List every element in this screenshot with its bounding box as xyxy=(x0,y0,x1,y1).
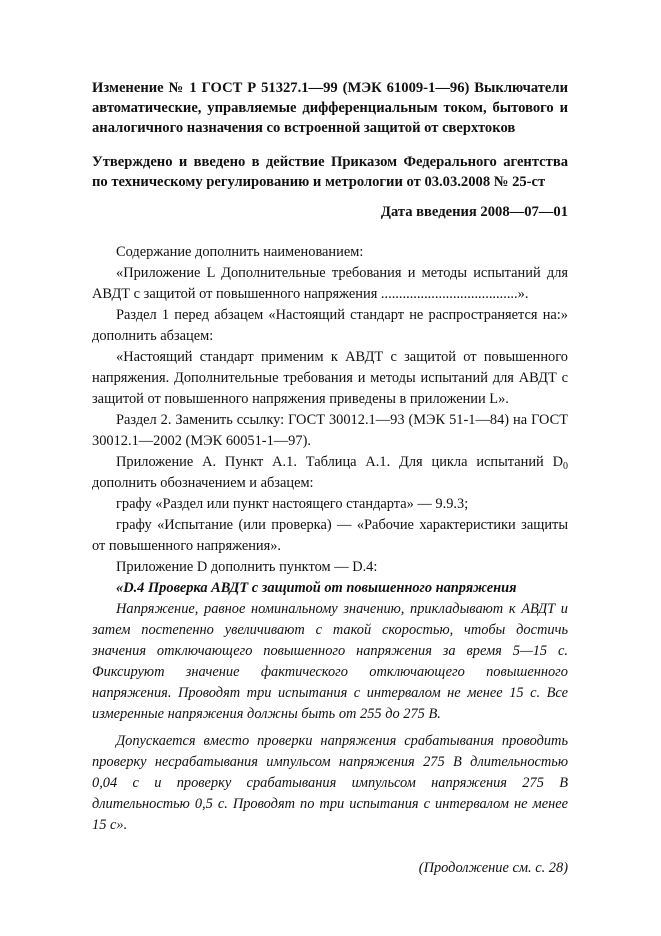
paragraph-annex-a xyxy=(92,452,568,494)
amendment-body xyxy=(92,242,568,879)
paragraph-contents: Содержание дополнить наименованием: xyxy=(116,244,364,260)
d4-paragraph-procedure: Напряжение, равное номинальному значению, прикладывают к АВДТ и затем постепенно увеличивают с такой скоростью, чтобы достичь значения отключающего повышенного напряжения за время 5—15 с. Фиксируют значение фактического отключающего повышенного напряжения. Проводят три испытания с интервалом не менее 15 с. Все измеренные напряжения должны быть от 255 до 275 В. xyxy=(92,601,568,722)
paragraph-section-2: Раздел 2. Заменить ссылку: ГОСТ 30012.1—93 (МЭК 51-1—84) на ГОСТ 30012.1—2002 (МЭК 60051-1—97). xyxy=(92,412,568,449)
approval-statement: Утверждено и введено в действие Приказом Федерального агентства по техническому регулированию и метрологии от 03.03.2008 № 25-ст xyxy=(92,154,568,190)
d4-paragraph-alternative: Допускается вместо проверки напряжения срабатывания проводить проверку несрабатывания импульсом напряжения 275 В длительностью 0,04 с и проверку срабатывания импульсом напряжения 275 В длительностью 0,5 с. Проводят по три испытания с интервалом не менее 15 с». xyxy=(92,733,568,833)
annex-a-text-start: Приложение А. Пункт А.1. Таблица А.1. Для цикла испытаний D xyxy=(116,454,563,470)
annex-a-subscript: 0 xyxy=(563,461,568,472)
paragraph-column-test: графу «Испытание (или проверка) — «Рабочие характеристики защиты от повышенного напряжения». xyxy=(92,517,568,554)
annex-a-text-end: дополнить обозначением и абзацем: xyxy=(92,475,314,491)
paragraph-annex-l-title: «Приложение L Дополнительные требования и методы испытаний для АВДТ с защитой от повышенного напряжения ......................................». xyxy=(92,265,568,302)
d4-title: «D.4 Проверка АВДТ с защитой от повышенного напряжения xyxy=(116,580,517,596)
effective-date: Дата введения 2008—07—01 xyxy=(380,204,568,220)
amendment-heading: Изменение № 1 ГОСТ Р 51327.1—99 (МЭК 61009-1—96) Выключатели автоматические, управляемые дифференциальным током, бытового и аналогичного назначения со встроенной защитой от сверхтоков xyxy=(92,80,568,136)
paragraph-section-1: Раздел 1 перед абзацем «Настоящий стандарт не распространяется на:» дополнить абзацем: xyxy=(92,307,568,344)
paragraph-column-section: графу «Раздел или пункт настоящего стандарта» — 9.9.3; xyxy=(116,496,469,512)
document-page xyxy=(92,78,568,879)
paragraph-annex-d: Приложение D дополнить пунктом — D.4: xyxy=(116,559,378,575)
continuation-note: (Продолжение см. с. 28) xyxy=(418,860,568,876)
paragraph-scope-addition: «Настоящий стандарт применим к АВДТ с защитой от повышенного напряжения. Дополнительные требования и методы испытаний для АВДТ с защитой от повышенного напряжения приведены в приложении L». xyxy=(92,349,568,407)
